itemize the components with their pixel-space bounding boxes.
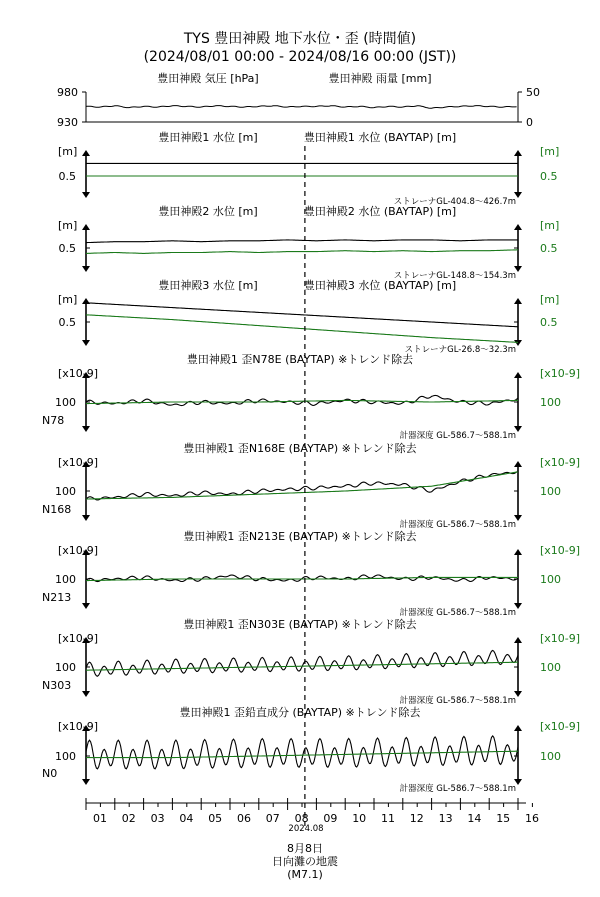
water-level-1-right-title: 豊田神殿1 水位 (BAYTAP) [m] xyxy=(303,131,457,144)
x-tick-label-11: 11 xyxy=(381,812,395,825)
strain-vertical-title: 豊田神殿1 歪鉛直成分 (BAYTAP) ※トレンド除去 xyxy=(179,706,421,719)
x-tick-label-15: 15 xyxy=(496,812,511,825)
water-level-3-note: ストレーナGL-26.8～32.3m xyxy=(404,345,516,355)
strain-n303-direction-label: N303 xyxy=(42,679,72,692)
event-name-label: 日向灘の地震 xyxy=(272,855,338,868)
strain-n213-note: 計器深度 GL-586.7～588.1m xyxy=(399,608,516,618)
water-level-3-unit-left: [m] xyxy=(58,293,78,306)
strain-n213-left-axis-arrow-down xyxy=(82,603,90,609)
strain-n168-direction-label: N168 xyxy=(42,503,72,516)
water-level-1-tick-left: 0.5 xyxy=(58,170,76,183)
water-level-2-series-1 xyxy=(86,250,518,254)
x-tick-label-14: 14 xyxy=(467,812,482,825)
strain-n78-tick-right: 100 xyxy=(540,396,561,409)
water-level-2-tick-left: 0.5 xyxy=(58,242,76,255)
strain-n78-unit-right: [x10-9] xyxy=(540,367,581,380)
x-tick-label-10: 10 xyxy=(352,812,367,825)
water-level-1-tick-right: 0.5 xyxy=(540,170,558,183)
strain-vertical-direction-label: N0 xyxy=(42,767,58,780)
water-level-2-tick-right: 0.5 xyxy=(540,242,558,255)
strain-n213-tick-left: 100 xyxy=(55,573,76,586)
panel-water-level-1 xyxy=(58,130,559,207)
panel-pressure-rain xyxy=(57,71,540,129)
water-level-1-right-axis-arrow-up xyxy=(514,150,522,156)
strain-n213-unit-left: [x10-9] xyxy=(58,544,99,557)
strain-n303-unit-right: [x10-9] xyxy=(540,632,581,645)
strain-n168-tick-right: 100 xyxy=(540,485,561,498)
pressure-tick-label-top: 980 xyxy=(57,86,78,99)
x-tick-label-06: 06 xyxy=(237,812,251,825)
strain-n168-series-1 xyxy=(86,472,518,499)
x-tick-label-09: 09 xyxy=(323,812,338,825)
x-ticks xyxy=(86,798,539,825)
strain-n168-title: 豊田神殿1 歪N168E (BAYTAP) ※トレンド除去 xyxy=(183,442,417,455)
strain-vertical-tick-right: 100 xyxy=(540,750,561,763)
strain-n168-unit-left: [x10-9] xyxy=(58,456,99,469)
strain-n303-tick-right: 100 xyxy=(540,661,561,674)
strain-vertical-tick-left: 100 xyxy=(55,750,76,763)
strain-n78-tick-left: 100 xyxy=(55,396,76,409)
strain-n78-title: 豊田神殿1 歪N78E (BAYTAP) ※トレンド除去 xyxy=(186,353,414,366)
water-level-2-unit-left: [m] xyxy=(58,219,78,232)
water-level-2-right-title: 豊田神殿2 水位 (BAYTAP) [m] xyxy=(303,205,457,218)
strain-n303-note: 計器深度 GL-586.7～588.1m xyxy=(399,696,516,706)
panel-strain-vertical xyxy=(42,705,580,794)
strain-n213-tick-right: 100 xyxy=(540,573,561,586)
pressure-tick-label-bottom: 930 xyxy=(57,116,78,129)
panels xyxy=(42,71,580,794)
strain-n303-tick-left: 100 xyxy=(55,661,76,674)
water-level-1-left-title: 豊田神殿1 水位 [m] xyxy=(158,131,258,144)
water-level-1-left-axis-arrow-up xyxy=(82,150,90,156)
strain-n303-right-axis-arrow-up xyxy=(514,637,522,643)
water-level-1-note: ストレーナGL-404.8～426.7m xyxy=(393,197,516,207)
x-tick-label-16: 16 xyxy=(525,812,539,825)
strain-n78-direction-label: N78 xyxy=(42,414,65,427)
water-level-3-unit-right: [m] xyxy=(540,293,560,306)
water-level-2-right-axis-arrow-up xyxy=(514,224,522,230)
strain-vertical-unit-left: [x10-9] xyxy=(58,720,99,733)
strain-vertical-unit-right: [x10-9] xyxy=(540,720,581,733)
strain-n213-right-axis-arrow-up xyxy=(514,549,522,555)
strain-n78-right-axis-arrow-up xyxy=(514,372,522,378)
strain-n213-direction-label: N213 xyxy=(42,591,72,604)
water-level-3-series-1 xyxy=(86,315,518,343)
strain-n78-series-0 xyxy=(86,395,518,405)
water-level-1-unit-right: [m] xyxy=(540,145,560,158)
strain-n78-note: 計器深度 GL-586.7～588.1m xyxy=(399,431,516,441)
water-level-3-right-title: 豊田神殿3 水位 (BAYTAP) [m] xyxy=(303,279,457,292)
strain-n303-title: 豊田神殿1 歪N303E (BAYTAP) ※トレンド除去 xyxy=(183,618,417,631)
panel-water-level-3 xyxy=(58,278,559,355)
strain-n168-series-0 xyxy=(86,471,518,500)
chart-title-line1: TYS 豊田神殿 地下水位・歪 (時間値) xyxy=(183,31,417,47)
chart-title-line2: (2024/08/01 00:00 - 2024/08/16 00:00 (JST)) xyxy=(143,49,457,65)
panel-strain-n213 xyxy=(42,529,580,618)
water-level-3-right-axis-arrow-up xyxy=(514,298,522,304)
water-level-2-left-title: 豊田神殿2 水位 [m] xyxy=(158,205,258,218)
water-level-3-tick-left: 0.5 xyxy=(58,316,76,329)
water-level-3-tick-right: 0.5 xyxy=(540,316,558,329)
water-level-1-left-axis-arrow-down xyxy=(82,192,90,198)
panel-water-level-2 xyxy=(58,204,559,281)
x-axis-period-label: 2024.08 xyxy=(288,824,324,834)
strain-n213-title: 豊田神殿1 歪N213E (BAYTAP) ※トレンド除去 xyxy=(183,530,417,543)
pressure-series-line xyxy=(86,106,517,109)
strain-n303-left-axis-arrow-down xyxy=(82,691,90,697)
rain-tick-label-top: 50 xyxy=(526,86,540,99)
x-tick-label-02: 02 xyxy=(121,812,136,825)
pressure-rain-right-title: 豊田神殿 雨量 [mm] xyxy=(328,72,432,85)
strain-vertical-note: 計器深度 GL-586.7～588.1m xyxy=(399,784,516,794)
strain-n213-series-0 xyxy=(86,575,518,582)
x-tick-label-01: 01 xyxy=(93,812,107,825)
x-tick-label-13: 13 xyxy=(438,812,453,825)
x-tick-label-07: 07 xyxy=(265,812,280,825)
water-level-2-left-axis-arrow-up xyxy=(82,224,90,230)
strain-n168-tick-left: 100 xyxy=(55,485,76,498)
strain-vertical-right-axis-arrow-up xyxy=(514,725,522,731)
strain-n78-left-axis-arrow-down xyxy=(82,426,90,432)
event-magnitude-label: (M7.1) xyxy=(287,868,323,881)
strain-n168-right-axis-arrow-up xyxy=(514,461,522,467)
water-level-2-unit-right: [m] xyxy=(540,219,560,232)
pressure-rain-left-title: 豊田神殿 気圧 [hPa] xyxy=(157,72,259,85)
x-tick-label-05: 05 xyxy=(208,812,223,825)
panel-strain-n168 xyxy=(42,441,580,530)
strain-n78-unit-left: [x10-9] xyxy=(58,367,99,380)
water-level-1-unit-left: [m] xyxy=(58,145,78,158)
strain-n168-note: 計器深度 GL-586.7～588.1m xyxy=(399,520,516,530)
x-tick-label-12: 12 xyxy=(409,812,424,825)
x-axis xyxy=(86,798,539,834)
rain-tick-label-bottom: 0 xyxy=(526,116,533,129)
water-level-2-note: ストレーナGL-148.8～154.3m xyxy=(393,271,516,281)
strain-n213-unit-right: [x10-9] xyxy=(540,544,581,557)
strain-n168-unit-right: [x10-9] xyxy=(540,456,581,469)
water-level-3-left-title: 豊田神殿3 水位 [m] xyxy=(158,279,258,292)
panel-strain-n303 xyxy=(42,617,580,706)
water-level-3-series-0 xyxy=(86,303,518,327)
strain-vertical-left-axis-arrow-down xyxy=(82,779,90,785)
panel-strain-n78 xyxy=(42,352,580,441)
water-level-2-left-axis-arrow-down xyxy=(82,266,90,272)
x-tick-label-08: 08 xyxy=(294,812,309,825)
water-level-3-left-axis-arrow-down xyxy=(82,340,90,346)
event-date-label: 8月8日 xyxy=(287,842,323,855)
water-level-2-series-0 xyxy=(86,240,518,243)
strain-n303-unit-left: [x10-9] xyxy=(58,632,99,645)
strain-n168-left-axis-arrow-down xyxy=(82,515,90,521)
x-tick-label-04: 04 xyxy=(179,812,194,825)
x-tick-label-03: 03 xyxy=(150,812,165,825)
